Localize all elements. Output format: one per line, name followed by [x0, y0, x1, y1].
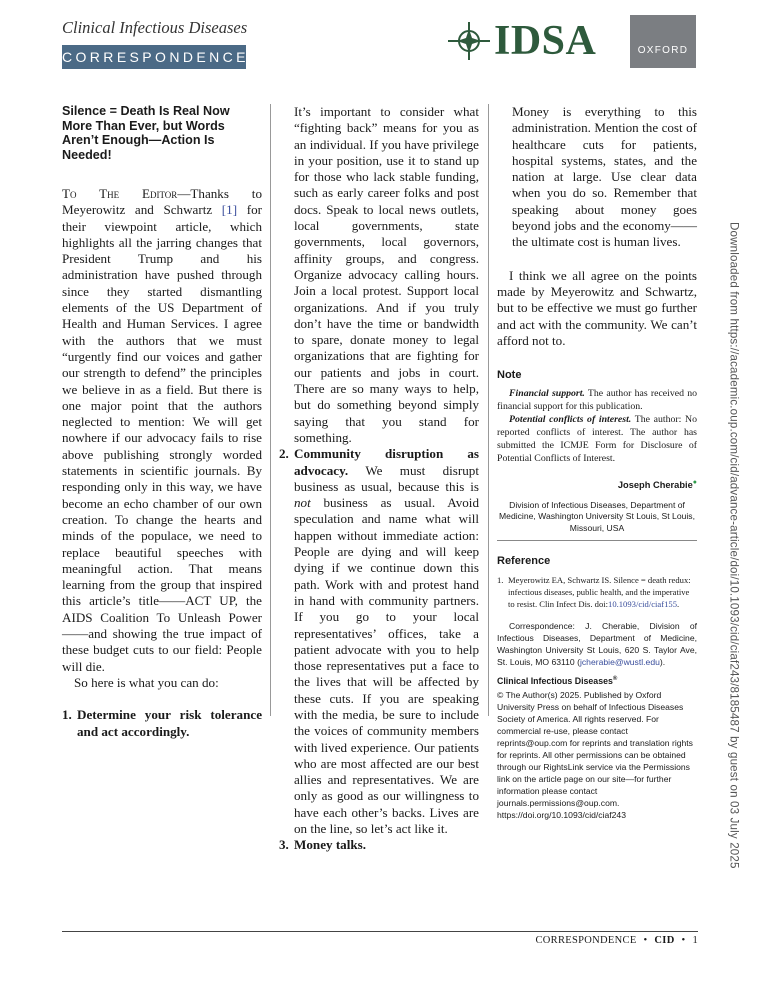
registered-mark: ® — [612, 675, 618, 682]
conflicts-of-interest — [497, 413, 697, 465]
list-head-1: Determine your risk tolerance and act accordingly. — [77, 707, 262, 739]
column-divider — [270, 104, 271, 716]
correspondence-email-link[interactable]: jcherabie@wustl.edu — [579, 656, 660, 667]
list-body-2a: We must disrupt business as usual, because this is — [294, 462, 479, 494]
column-divider-2 — [488, 104, 489, 716]
article-title: Silence = Death Is Real Now More Than Ever, but Words Aren’t Enough—Action Is Needed! — [62, 104, 230, 162]
author-name-text: Joseph Cherabie — [617, 480, 693, 491]
reference-end: . — [677, 598, 680, 609]
reference-doi-link[interactable]: 10.1093/cid/ciaf155 — [608, 598, 677, 609]
page-footer — [536, 935, 699, 946]
column-3 — [497, 104, 697, 821]
reference-num: 1. — [497, 574, 504, 585]
column-2-text — [279, 104, 479, 854]
paragraph-2: So here is what you can do: — [74, 674, 219, 690]
idsa-wordmark: IDSA — [494, 18, 597, 64]
download-notice: Downloaded from https://academic.oup.com/cid/advance-article/doi/10.1093/cid/ciaf243/8185487 by guest on 03 July 2025 — [727, 222, 741, 869]
section-label: CORRESPONDENCE — [62, 45, 246, 69]
list-body-2b: business as usual. Avoid speculation and name what will happen without immediate action: People are dying and will keep dying if we continue down this path. Work with and protest hand in hand with community partners. If you go to your local representatives’ offices, take a patient advocate with you to help those representatives put a face to the lives that will be affected by these cuts. If you are speaking with the media, be sure to include the voices of community members with lived experience. Our patients who are most affected are our best allies and representatives. We are only as good as our willingness to have each other’s backs. Lives are on the line, so let’s act like it. — [294, 495, 479, 837]
download-sidebar — [722, 222, 746, 869]
reference-item — [497, 574, 697, 610]
to-the-editor: To The Editor — [62, 186, 178, 201]
author-affiliation: Division of Infectious Diseases, Department of Medicine, Washington University St Louis, St Louis, Missouri, USA — [499, 499, 695, 533]
correspondence-end: ). — [659, 656, 666, 667]
coi-text: The author: No reported conflicts of interest. The author has submitted the ICMJE Form for Disclosure of Potential Conflicts of Interest. — [497, 414, 697, 465]
copyright-journal-text: Clinical Infectious Diseases — [497, 675, 613, 686]
fs-label: Financial support. — [509, 388, 585, 400]
copyright-journal — [497, 671, 697, 689]
fs-text: The author has received no financial support for this publication. — [497, 388, 697, 413]
list-num-1: 1. — [62, 707, 72, 723]
footer-separator-2: • — [681, 935, 686, 946]
financial-support — [497, 387, 697, 413]
orcid-icon[interactable]: ● — [692, 479, 697, 487]
list-item-3 — [279, 837, 479, 853]
idsa-star-icon — [446, 16, 492, 66]
footer-rule — [62, 931, 698, 932]
list-body-2-em: not — [294, 495, 311, 511]
correspondence-info — [497, 620, 697, 668]
reference-text: Meyerowitz EA, Schwartz IS. Silence = death redux: infectious diseases, public health, and the imperative to resist. Clin Infect Dis. doi: — [508, 574, 691, 609]
correspondence-text: Correspondence: J. Cherabie, Division of Infectious Diseases, Department of Medicine, Washington University St Louis, 620 S. Taylor Ave, St. Louis, MO 63110 ( — [497, 620, 697, 667]
page-number: 1 — [692, 935, 698, 946]
list-head-2: Community disruption as advocacy. — [294, 446, 479, 478]
footer-journal: CID — [654, 935, 675, 946]
article-doi[interactable]: https://doi.org/10.1093/cid/ciaf243 — [497, 809, 626, 820]
copyright-text: © The Author(s) 2025. Published by Oxford University Press on behalf of Infectious Diseases Society of America. All rights reserved. For commercial re-use, please contact reprints@oup.com for reprints and translation rights for reprints. All other permissions can be obtained through our RightsLink service via the Permissions link on the article page on our site—for further information please contact journals.permissions@oup.com. — [497, 689, 693, 808]
author-name — [497, 475, 697, 493]
list-head-3: Money talks. — [294, 837, 367, 853]
reference-heading: Reference — [497, 555, 551, 568]
closing-paragraph: I think we all agree on the points made by Meyerowitz and Schwartz, but to be effective we must go further and act with the community. We can’t afford not to. — [497, 267, 697, 348]
list-item-3-tail: Money is everything to this administration. Mention the cost of healthcare cuts for patients, hospital systems, states, and the nation at large. Use clear data when you do so. Remember that speaking about money goes beyond jobs and the economy——the ultimate cost is human lives. — [512, 104, 697, 250]
note-heading: Note — [497, 369, 522, 382]
paragraph-1 — [62, 186, 262, 675]
list-num-3: 3. — [279, 837, 289, 853]
footer-section: CORRESPONDENCE — [535, 935, 637, 946]
p1-text-b: for their viewpoint article, which highlights all the jarring changes that President Trump and his administration have pushed through since they started dismantling elements of the US Department of Health and Human Services. I agree with the authors that we must “urgently find our voices and gather our strength to defend” the principles we believe in as a field. But there is one major point that the authors neglected to mention: We will get nowhere if our advocacy fails to rise above publishing strongly worded statements in scientific journals. By responding only in this way, we have become an echo chamber of our own creation. To change the hearts and minds of the populace, we need to replace beautiful speeches with meaningful action. That means learning from the group that inspired this article’s title——ACT UP, the AIDS Coalition To Unleash Power——and showing the true impact of these budget cuts to our field: People will die. — [62, 202, 262, 674]
column-1 — [62, 104, 262, 740]
list-item-1-tail: It’s important to consider what “fighting back” means for you as an individual. If you have privilege in your position, use it to stand up for those who lack stable funding, such as early career folks and post docs. Speak to local news outlets, local governments, state governments, local governors, affinity groups, and congress. Organize advocacy calling hours. Join a local protest. Support local organizations. And if you truly don’t have the time or bandwidth to spare, donate money to legal organizations that are fighting for our patients and jobs in court. There are so many ways to help, but do something beyond simply saying that you stand for something. — [294, 104, 479, 445]
journal-name: Clinical Infectious Diseases — [62, 18, 248, 37]
coi-label: Potential conflicts of interest. — [509, 414, 632, 426]
oxford-logo: OXFORD — [630, 15, 696, 68]
list-item-2 — [279, 446, 479, 837]
list-item-1 — [62, 707, 262, 740]
footer-separator: • — [643, 935, 648, 946]
reference-link[interactable]: [1] — [221, 202, 238, 218]
p1-text-a: —Thanks to Meyerowitz and Schwartz — [62, 186, 262, 218]
idsa-logo — [446, 16, 618, 66]
list-num-2: 2. — [279, 446, 289, 462]
